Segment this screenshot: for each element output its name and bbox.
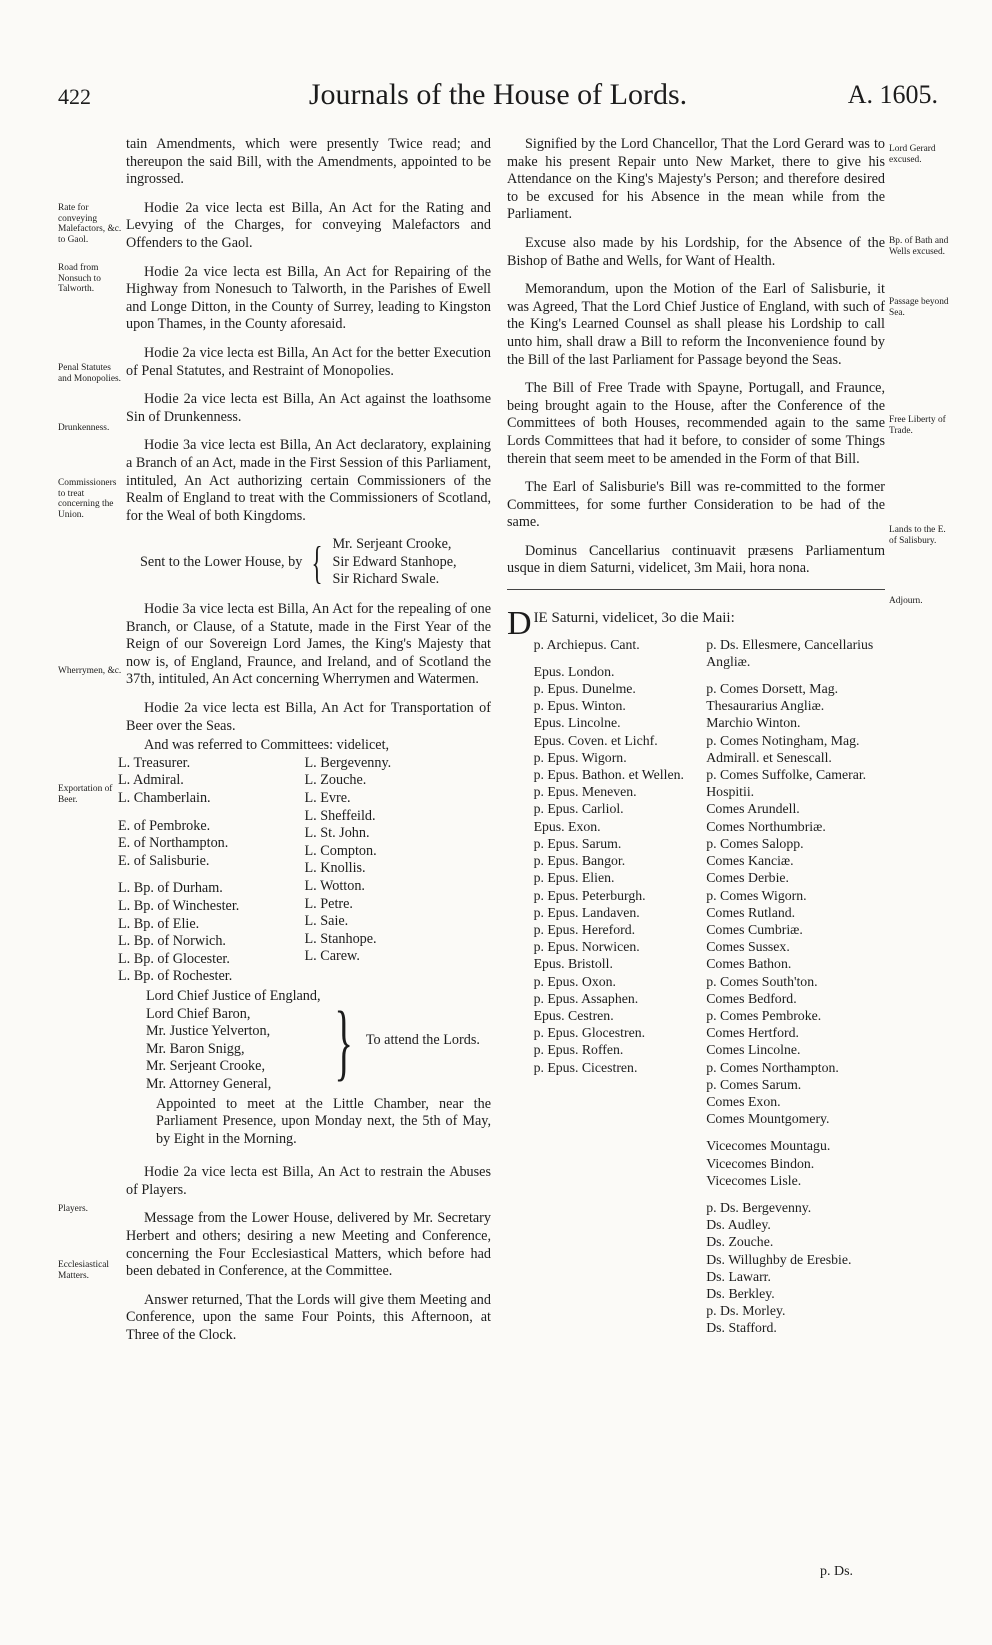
margin-note-eccl: Ecclesiastical Matters. [58, 1260, 110, 1281]
margin-note-players: Players. [58, 1204, 88, 1214]
attendance-entry: p. Comes Notingham, Mag. Admirall. et Senescall. [706, 732, 860, 765]
attendee: Mr. Serjeant Crooke, [146, 1058, 265, 1075]
attendance-entry: Marchio Winton. [706, 715, 801, 731]
committee-member: L. Zouche. [304, 772, 367, 789]
committee-member: L. Bp. of Elie. [118, 915, 200, 932]
attendance-entry: Comes Exon. [706, 1093, 781, 1109]
attendance-entry: Comes Lincolne. [706, 1042, 801, 1058]
committee-member: L. Chamberlain. [118, 790, 211, 806]
margin-note-commissioners: Commissioners to treat concerning the Union. [58, 478, 117, 520]
left-column [118, 136, 491, 1356]
attendance-entry: Vicecomes Lisle. [706, 1172, 802, 1188]
brace: } [333, 992, 353, 1089]
attendance-entry: Comes Northumbriæ. [706, 818, 826, 834]
committee-member: L. Saie. [304, 913, 349, 930]
attendance-list [534, 636, 885, 1337]
section-rule [507, 589, 885, 590]
margin-note-road: Road from Nonsuch to Talworth. [58, 263, 101, 294]
committee-member: E. of Northampton. [118, 835, 229, 852]
attendance-entry: p. Epus. Meneven. [533, 784, 637, 800]
attendance-entry: p. Archiepus. Cant. [533, 636, 640, 652]
attendance-entry: Ds. Zouche. [706, 1234, 774, 1250]
attendee: Lord Chief Justice of England, [146, 987, 321, 1004]
attendance-entry: Comes Kanciæ. [706, 853, 794, 869]
bill-penal: Hodie 2a vice lecta est Billa, An Act for the better Execution of Penal Statutes, and Restraint of Monopolies. [126, 344, 491, 379]
margin-note-beer: Exportation of Beer. [58, 784, 113, 805]
attendance-entry: p. Comes Suffolke, Camerar. Hospitii. [706, 767, 867, 800]
committee-member: E. of Pembroke. [118, 817, 211, 834]
attendees-list [146, 988, 321, 1094]
page-year: A. 1605. [847, 80, 938, 109]
attendance-entry: p. Epus. Norwicen. [533, 939, 640, 955]
attendance-entry: Epus. London. [533, 663, 615, 679]
bill-union: Hodie 3a vice lecta est Billa, An Act declaratory, explaining a Branch of an Act, made in the First Session of this Parliament, intituled, An Act authorizing certain Commissioners of the Realm of England to treat with the Commissioners of Scotland, for the Weal of both Kingdoms. [126, 437, 491, 524]
committee-member: L. St. John. [304, 825, 370, 842]
margin-note-bath: Bp. of Bath and Wells excused. [889, 236, 949, 257]
answer-text: Answer returned, That the Lords will give them Meeting and Conference, upon the same Four Points, this Afternoon, at Three of the Clock. [126, 1291, 491, 1344]
attendance-entry: p. Ds. Morley. [706, 1303, 786, 1319]
attendee: Mr. Attorney General, [146, 1075, 272, 1092]
bill-road: Hodie 2a vice lecta est Billa, An Act for Repairing of the Highway from Nonesuch to Talworth, in the Parishes of Ewell and Longe Ditton, in the County of Surrey, leading to Kingston upon Thames, in the County aforesaid. [126, 263, 491, 333]
page-title: Journals of the House of Lords. [308, 78, 688, 111]
attendance-entry: Vicecomes Mountagu. [706, 1138, 831, 1154]
attendance-spiritual [534, 636, 699, 1337]
committee-member: L. Wotton. [304, 877, 365, 894]
committee-member: L. Knollis. [304, 860, 366, 877]
memo-text: Memorandum, upon the Motion of the Earl of Salisburie, it was Agreed, That the Lord Chief Justice of England, with such of the King's Learned Counsel as shall please his Lordship to call unto him, shall draw a Bill to reform the Inconvenience found by the Bill of the last Parliament for Passage beyond the Seas. [507, 281, 885, 368]
attendance-entry: p. Ds. Ellesmere, Cancellarius Angliæ. [706, 636, 874, 669]
attendance-entry: p. Epus. Bathon. et Wellen. [533, 767, 684, 783]
gerard-text: Signified by the Lord Chancellor, That the Lord Gerard was to make his present Repair unto New Market, there to give his Attendance on the King's Majesty's Person; and therefore desired to be excused for his Absence in the mean while from the Parliament. [507, 136, 885, 223]
committee-member: L. Bp. of Norwich. [118, 933, 226, 950]
sent-name: Mr. Serjeant Crooke, [332, 536, 452, 553]
attendance-entry: Ds. Stafford. [706, 1320, 777, 1336]
day-heading [507, 605, 885, 643]
attendance-entry: p. Epus. Elien. [533, 870, 615, 886]
attendance-entry: Comes Rutland. [706, 904, 796, 920]
sent-label: Sent to the Lower House, by [140, 553, 303, 570]
committee-member: L. Stanhope. [304, 930, 377, 947]
bill-wherry: Hodie 3a vice lecta est Billa, An Act for the repealing of one Branch, or Clause, of a Statute, made in the First Year of the Reign of our Sovereign Lord James, the King's Majesty that now is, of England, Fraunce, and Ireland, and of Scotland the 37th, intituled, An Act concerning Wherrymen and Watermen. [126, 601, 491, 688]
bill-drunk: Hodie 2a vice lecta est Billa, An Act against the loathsome Sin of Drunkenness. [126, 391, 491, 425]
continuation-text: tain Amendments, which were presently Twice read; and thereupon the said Bill, with the Amendments, appointed to be ingrossed. [126, 136, 491, 188]
attendance-entry: p. Epus. Sarum. [533, 835, 622, 851]
committee-member: L. Admiral. [118, 772, 184, 789]
margin-note-penal: Penal Statutes and Monopolies. [58, 363, 122, 384]
attendance-entry: p. Comes Pembroke. [706, 1007, 822, 1023]
attendee: Lord Chief Baron, [146, 1005, 251, 1022]
margin-note-passage: Passage beyond Sea. [889, 297, 949, 318]
bill-rating: Hodie 2a vice lecta est Billa, An Act for the Rating and Levying of the Charges, for conveying Malefactors and Offenders to the Gaol. [126, 199, 491, 251]
attendance-entry: p. Epus. Landaven. [533, 904, 640, 920]
sent-name: Sir Edward Stanhope, [332, 553, 457, 570]
attendance-entry: Epus. Exon. [533, 818, 601, 834]
margin-note-lands: Lands to the E. of Salisbury. [889, 525, 946, 546]
committee-member: L. Sheffeild. [304, 807, 376, 824]
sent-name: Sir Richard Swale. [332, 571, 440, 588]
committee-member: L. Treasurer. [118, 754, 191, 771]
attendance-entry: Comes Cumbriæ. [706, 921, 803, 937]
attendance-entry: Ds. Audley. [706, 1217, 771, 1233]
attend-label: To attend the Lords. [365, 1031, 480, 1048]
attendance-entry: Comes Bathon. [706, 956, 792, 972]
attendance-entry: p. Epus. Carliol. [533, 801, 624, 817]
committee-member: L. Bp. of Durham. [118, 880, 223, 897]
attendance-entry: p. Ds. Bergevenny. [706, 1199, 812, 1215]
earl-text: The Earl of Salisburie's Bill was re-committed to the former Committees, for some further Consideration to be had of the same. [507, 479, 885, 531]
attendance-entry: p. Epus. Oxon. [533, 973, 616, 989]
committee-member: E. of Salisburie. [118, 852, 210, 869]
attendance-entry: Ds. Lawarr. [706, 1268, 771, 1284]
attendance-entry: p. Epus. Dunelme. [533, 681, 636, 697]
right-column [507, 136, 885, 1337]
margin-note-rate: Rate for conveying Malefactors, &c. to Gaol. [58, 203, 122, 245]
attendance-entry: p. Comes Salopp. [706, 835, 804, 851]
appointed-text: Appointed to meet at the Little Chamber, near the Parliament Presence, upon Monday next, the 5th of May, by Eight in the Morning. [156, 1095, 491, 1147]
margin-note-gerard: Lord Gerard excused. [889, 144, 936, 165]
attendance-entry: Comes Mountgomery. [706, 1111, 830, 1127]
referred-text: And was referred to Committees: videlicet, [144, 737, 390, 754]
attendance-temporal [706, 636, 885, 1337]
attendance-entry: Comes Bedford. [706, 990, 797, 1006]
margin-note-wherry: Wherrymen, &c. [58, 666, 122, 676]
message-text: Message from the Lower House, delivered by Mr. Secretary Herbert and others; desiring a new Meeting and Conference, concerning the Four Ecclesiastical Matters, which before had been debated in Conference, at the Committee. [126, 1210, 491, 1280]
freetrade-text: The Bill of Free Trade with Spayne, Portugall, and Fraunce, being brought again to the House, after the Conference of the Committees of both Houses, recommended again to the same Lords Committees that had it before, to consider of some Things therein that seem meet to be amended in the Form of that Bill. [507, 380, 885, 467]
attendee: Mr. Justice Yelverton, [146, 1023, 271, 1040]
page-header [58, 78, 938, 118]
day-heading-text: IE Saturni, videlicet, 3o die Maii: [533, 610, 735, 627]
attendance-entry: p. Epus. Cicestren. [533, 1059, 638, 1075]
brace: { [311, 536, 323, 588]
drop-cap: D [507, 605, 532, 643]
excuse-text: Excuse also made by his Lordship, for the Absence of the Bishop of Bathe and Wells, for Want of Health. [507, 234, 885, 269]
attendance-entry: Epus. Lincolne. [533, 715, 621, 731]
attendee: Mr. Baron Snigg, [146, 1040, 245, 1057]
attendance-entry: p. Comes Sarum. [706, 1076, 802, 1092]
attendance-entry: p. Comes Northampton. [706, 1059, 839, 1075]
bill-players: Hodie 2a vice lecta est Billa, An Act to restrain the Abuses of Players. [126, 1164, 491, 1198]
attendance-entry: p. Epus. Roffen. [533, 1042, 624, 1058]
committee-member: L. Carew. [304, 948, 360, 965]
attendance-entry: p. Epus. Peterburgh. [533, 887, 646, 903]
attendance-entry: Comes Arundell. [706, 801, 800, 817]
attendance-entry: p. Comes Wigorn. [706, 887, 807, 903]
committee-member: L. Bp. of Rochester. [118, 968, 233, 985]
attendance-entry: Comes Hertford. [706, 1025, 799, 1041]
attendance-entry: Comes Sussex. [706, 939, 790, 955]
attendance-entry: Vicecomes Bindon. [706, 1155, 815, 1171]
committees-left [118, 755, 305, 986]
committee-member: L. Petre. [304, 895, 353, 912]
committee-member: L. Bergevenny. [304, 754, 392, 771]
attendance-entry: Comes Derbie. [706, 870, 789, 886]
committee-member: L. Bp. of Winchester. [118, 897, 240, 914]
page-number: 422 [58, 84, 91, 109]
catchword: p. Ds. [820, 1564, 854, 1579]
sent-to-lower-house [140, 536, 491, 589]
committee-member: L. Evre. [304, 790, 351, 806]
attendance-entry: Epus. Bristoll. [533, 956, 613, 972]
attendance-entry: Ds. Willughby de Eresbie. [706, 1251, 852, 1267]
sent-names [332, 536, 456, 589]
committee-member: L. Compton. [304, 842, 377, 859]
committee-member: L. Bp. of Glocester. [118, 950, 230, 967]
margin-note-freetrade: Free Liberty of Trade. [889, 415, 946, 436]
attendance-entry: Ds. Berkley. [706, 1285, 775, 1301]
attendance-entry: p. Epus. Winton. [533, 698, 626, 714]
attendance-entry: p. Comes South'ton. [706, 973, 818, 989]
attendance-entry: Epus. Cestren. [533, 1007, 614, 1023]
attendance-entry: p. Epus. Bangor. [533, 853, 626, 869]
attendance-entry: p. Epus. Wigorn. [533, 749, 627, 765]
margin-note-drunk: Drunkenness. [58, 423, 110, 433]
attendance-entry: p. Epus. Hereford. [533, 921, 636, 937]
attendance-entry: p. Comes Dorsett, Mag. Thesaurarius Angliæ. [706, 681, 839, 714]
margin-note-adjourn: Adjourn. [889, 596, 923, 606]
adjourn-text: Dominus Cancellarius continuavit præsens Parliamentum usque in diem Saturni, videlicet, 3m Maii, hora nona. [507, 542, 885, 577]
bill-beer: Hodie 2a vice lecta est Billa, An Act for Transportation of Beer over the Seas. [126, 700, 491, 734]
committees-right [305, 755, 492, 986]
attendance-entry: Epus. Coven. et Lichf. [533, 732, 658, 748]
attendance-entry: p. Epus. Assaphen. [533, 990, 639, 1006]
attendees-block [146, 988, 491, 1094]
attendance-entry: p. Epus. Glocestren. [533, 1025, 646, 1041]
committees-list [118, 755, 491, 986]
